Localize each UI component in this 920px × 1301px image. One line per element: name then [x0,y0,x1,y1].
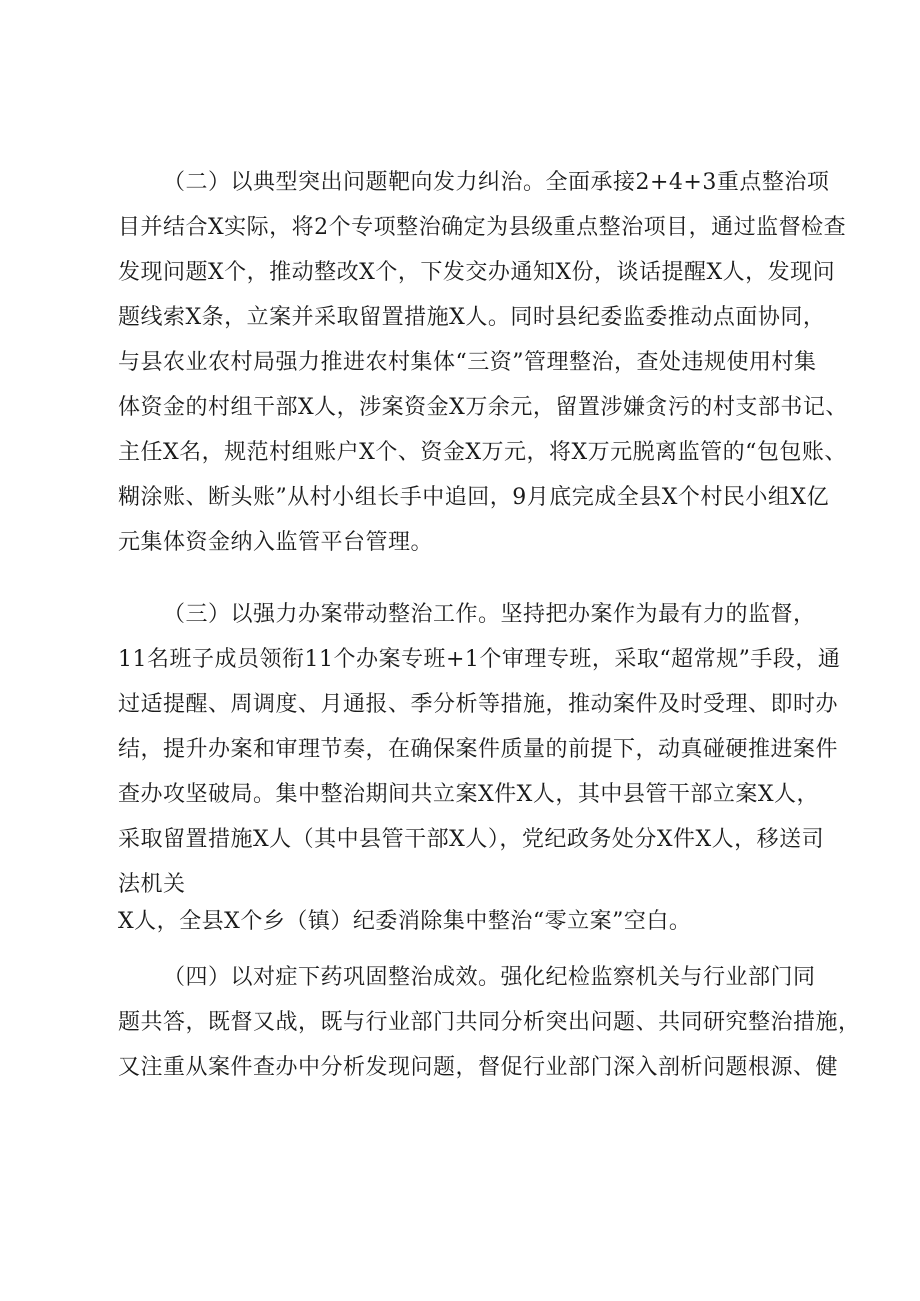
paragraph-4-line-2: 题共答，既督又战，既与行业部门共同分析突出问题、共同研究整治措施， [118,1010,861,1035]
paragraph-3-line-7: 法机关 [118,872,186,897]
paragraph-3-line-1: （三）以强力办案带动整治工作。坚持把办案作为最有力的监督， [163,602,816,627]
paragraph-2-line-1: （二）以典型突出问题靶向发力纠治。全面承接2+4+3重点整治项 [163,170,830,195]
paragraph-2-line-4: 题线索X条，立案并采取留置措施X人。同时县纪委监委推动点面协同， [118,305,826,330]
paragraph-3-line-2: 11名班子成员领衔11个办案专班+1个审理专班，采取“超常规”手段，通 [118,647,841,672]
paragraph-3-line-4: 结，提升办案和审理节奏，在确保案件质量的前提下，动真碰硬推进案件 [118,737,839,762]
paragraph-2-line-3: 发现问题X个，推动整改X个，下发交办通知X份，谈话提醒X人，发现问 [118,260,836,285]
paragraph-3-line-8: X人，全县X个乡（镇）纪委消除集中整治“零立案”空白。 [118,909,692,934]
paragraph-2-line-9: 元集体资金纳入监管平台管理。 [118,530,434,555]
paragraph-4-line-1: （四）以对症下药巩固整治成效。强化纪检监察机关与行业部门同 [163,965,816,990]
paragraph-2-line-6: 体资金的村组干部X人，涉案资金X万余元，留置涉嫌贪污的村支部书记、 [118,395,848,420]
paragraph-3-line-3: 过适提醒、周调度、月通报、季分析等措施，推动案件及时受理、即时办 [118,692,839,717]
paragraph-4-line-3: 又注重从案件查办中分析发现问题，督促行业部门深入剖析问题根源、健 [118,1055,839,1080]
paragraph-2-line-7: 主任X名，规范村组账户X个、资金X万元，将X万元脱离监管的“包包账、 [118,440,847,465]
paragraph-3-line-6: 采取留置措施X人（其中县管干部X人），党纪政务处分X件X人，移送司 [118,827,825,852]
paragraph-3-line-5: 查办攻坚破局。集中整治期间共立案X件X人，其中县管干部立案X人， [118,782,819,807]
paragraph-2-line-8: 糊涂账、断头账”从村小组长手中追回，9月底完成全县X个村民小组X亿 [118,485,830,510]
paragraph-2-line-2: 目并结合X实际，将2个专项整治确定为县级重点整治项目，通过监督检查 [118,215,847,240]
paragraph-2-line-5: 与县农业农村局强力推进农村集体“三资”管理整治，查处违规使用村集 [118,350,817,375]
